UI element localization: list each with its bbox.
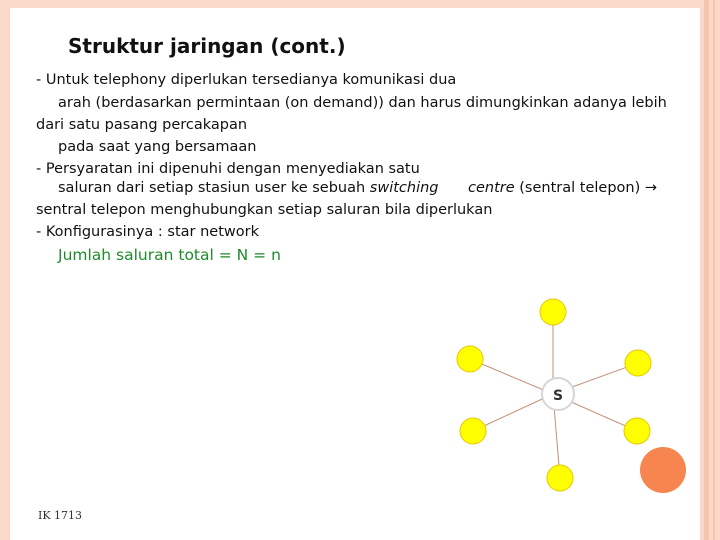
user-node-top <box>540 299 566 325</box>
decorative-accent-circle <box>640 447 686 493</box>
user-node-left <box>457 346 483 372</box>
user-node-bottom <box>547 465 573 491</box>
bullet-line-8: - Konfigurasinya : star network <box>36 224 259 240</box>
term-centre: centre <box>468 180 515 196</box>
highlight-formula: Jumlah saluran total = N = n <box>58 246 281 264</box>
footer-label: IK 1713 <box>38 509 83 522</box>
user-node-bottom-left <box>460 418 486 444</box>
slide-title: Struktur jaringan (cont.) <box>68 34 346 58</box>
user-node-right <box>625 350 651 376</box>
link-left <box>470 359 553 394</box>
line-6b-text: (sentral telepon) → <box>514 180 657 196</box>
switch-label: S <box>552 388 564 404</box>
bullet-line-2: arah (berdasarkan permintaan (on demand)) dan harus dimungkinkan adanya lebih <box>58 95 667 111</box>
bullet-line-4: pada saat yang bersamaan <box>58 139 257 155</box>
user-node-bottom-right <box>624 418 650 444</box>
bullet-line-5: - Persyaratan ini dipenuhi dengan menyediakan satu <box>36 161 420 177</box>
term-switching: switching <box>369 180 439 196</box>
bullet-line-7: sentral telepon menghubungkan setiap saluran bila diperlukan <box>36 202 493 218</box>
line-6-text: saluran dari setiap stasiun user ke sebuah <box>58 180 370 196</box>
bullet-line-1: - Untuk telephony diperlukan tersedianya komunikasi dua <box>36 72 457 88</box>
bullet-line-3: dari satu pasang percakapan <box>36 117 248 133</box>
